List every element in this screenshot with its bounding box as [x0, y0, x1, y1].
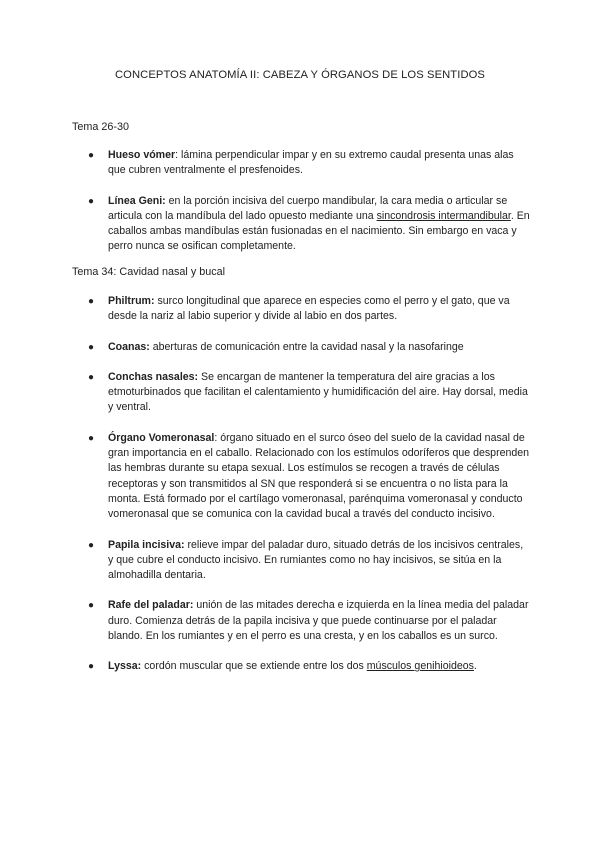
list-item-coanas — [0, 340, 600, 355]
bullet-icon: ● — [88, 296, 95, 307]
term-definition: en la porción incisiva del cuerpo mandibular, la cara media o articular se articula con la mandíbula del lado opuesto mediante una — [108, 194, 508, 222]
term-definition: aberturas de comunicación entre la cavidad nasal y la nasofaringe — [149, 340, 464, 353]
bullet-icon: ● — [88, 661, 95, 673]
bullet-icon: ● — [88, 195, 95, 207]
term-definition: unión de las mitades derecha e izquierda en la línea media del paladar duro. Comienza detrás de la papila incisiva y que puede continuarse por el paladar blando. En los rumiantes y en el perro es una cresta, y en los caballos es un surco. — [108, 599, 529, 643]
document-title: CONCEPTOS ANATOMÍA II: CABEZA Y ÓRGANOS DE LOS SENTIDOS — [114, 69, 485, 81]
bullet-icon: ● — [88, 150, 95, 161]
term-label: Línea Geni: — [108, 194, 166, 207]
term-definition: cordón muscular que se extiende entre los dos — [141, 660, 367, 673]
section-list-tema-34 — [0, 294, 600, 675]
bullet-icon: ● — [88, 371, 95, 383]
term-label: Rafe del paladar: — [108, 599, 194, 612]
bullet-icon: ● — [88, 432, 95, 444]
term-label: Philtrum: — [108, 295, 155, 307]
term-definition: : órgano situado en el surco óseo del suelo de la cavidad nasal de gran importancia en el caballo. Relacionado con los estímulos odoríferos que desprenden las hembras durante su etapa sexual. Los estímulos se recogen a través de células receptoras y son transmitidos al SN que responderá si se encuentra o no lista para la monta. Está formado por el cartílago vomeronasal, parénquima vomeronasal y conducto vomeronasal que se comunica con la cavidad bucal a través del conducto incisivo. — [108, 431, 530, 521]
term-definition-continued: . — [473, 660, 477, 673]
term-label: Hueso vómer — [108, 149, 176, 161]
list-item-hueso-vomer — [0, 148, 600, 179]
musculos-genihioideos-link[interactable]: músculos genihioideos — [366, 660, 474, 673]
term-definition-continued: . En caballos ambas mandíbulas están fusionadas en el nacimiento. Sin embargo en vaca y perro nunca se osifican completamente. — [108, 209, 530, 253]
term-definition: Se encargan de mantener la temperatura del aire gracias a los etmoturbinados que facilitan el calentamiento y humidificación del aire. Hay dorsal, media y ventral. — [108, 370, 528, 414]
list-item-lyssa — [0, 659, 600, 674]
term-definition: relieve impar del paladar duro, situado detrás de los incisivos centrales, y que cubre el conducto incisivo. En rumiantes como no hay incisivos, se sitúa en la almohadilla dentaria. — [108, 538, 524, 582]
term-label: Papila incisiva: — [108, 538, 185, 551]
term-label: Coanas: — [108, 340, 150, 353]
sincondrosis-link[interactable]: sincondrosis intermandibular — [376, 209, 511, 222]
list-item-linea-geni — [0, 194, 600, 255]
term-label: Lyssa: — [108, 660, 142, 673]
term-label: Órgano Vomeronasal — [108, 431, 215, 444]
term-definition: : lámina perpendicular impar y en su extremo caudal presenta unas alas que cubren ventralmente el presfenoides. — [108, 149, 514, 177]
section-list-tema-26-30 — [0, 148, 600, 255]
section-heading-tema-26-30: Tema 26-30 — [72, 121, 130, 133]
bullet-icon: ● — [88, 341, 95, 353]
list-item-conchas-nasales — [0, 370, 600, 416]
bullet-icon: ● — [88, 539, 95, 551]
list-item-philtrum — [0, 294, 600, 325]
section-heading-tema-34: Tema 34: Cavidad nasal y bucal — [72, 266, 226, 278]
list-item-papila-incisiva — [0, 538, 600, 584]
term-definition: surco longitudinal que aparece en especies como el perro y el gato, que va desde la nariz al labio superior y divide al labio en dos partes. — [108, 295, 510, 323]
list-item-rafe-del-paladar — [0, 598, 600, 644]
list-item-organo-vomeronasal — [0, 431, 600, 523]
bullet-icon: ● — [88, 600, 95, 612]
term-label: Conchas nasales: — [108, 370, 199, 383]
